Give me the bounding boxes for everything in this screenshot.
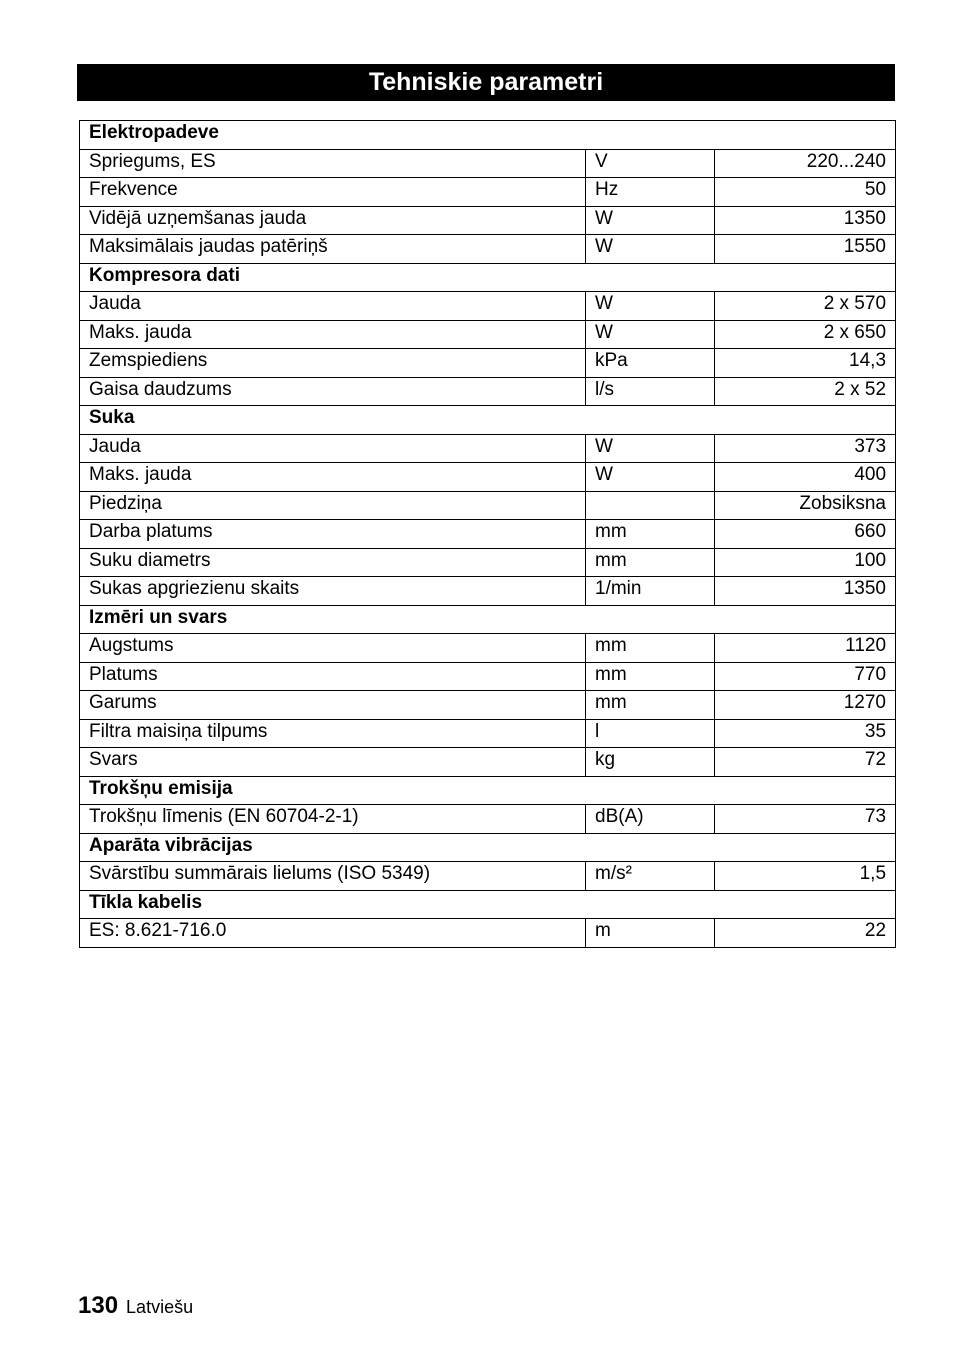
section-heading: Elektropadeve: [80, 121, 896, 150]
spec-label: Frekvence: [80, 178, 586, 207]
language-label: Latviešu: [126, 1297, 194, 1317]
table-row: [80, 149, 896, 178]
spec-unit: W: [586, 235, 715, 264]
table-row: [80, 463, 896, 492]
spec-value: 373: [715, 434, 896, 463]
table-row: [80, 634, 896, 663]
spec-label: ES: 8.621-716.0: [80, 919, 586, 948]
table-row: [80, 719, 896, 748]
spec-label: Garums: [80, 691, 586, 720]
spec-value: 2 x 52: [715, 377, 896, 406]
table-row: [80, 292, 896, 321]
spec-unit: [586, 491, 715, 520]
spec-value: 14,3: [715, 349, 896, 378]
section-header-row: [80, 263, 896, 292]
spec-value: 100: [715, 548, 896, 577]
spec-value: 22: [715, 919, 896, 948]
spec-value: 73: [715, 805, 896, 834]
section-heading: Izmēri un svars: [80, 605, 896, 634]
spec-label: Spriegums, ES: [80, 149, 586, 178]
spec-value: 220...240: [715, 149, 896, 178]
spec-value: 1120: [715, 634, 896, 663]
section-header-row: [80, 833, 896, 862]
spec-label: Piedziņa: [80, 491, 586, 520]
spec-label: Maksimālais jaudas patēriņš: [80, 235, 586, 264]
spec-value: 1550: [715, 235, 896, 264]
table-row: [80, 320, 896, 349]
spec-unit: l: [586, 719, 715, 748]
table-row: [80, 862, 896, 891]
spec-unit: mm: [586, 520, 715, 549]
table-row: [80, 548, 896, 577]
spec-label: Sukas apgriezienu skaits: [80, 577, 586, 606]
table-row: [80, 434, 896, 463]
page-number: 130: [78, 1292, 119, 1319]
spec-label: Svārstību summārais lielums (ISO 5349): [80, 862, 586, 891]
spec-unit: 1/min: [586, 577, 715, 606]
section-heading: Tīkla kabelis: [80, 890, 896, 919]
table-row: [80, 691, 896, 720]
table-row: [80, 577, 896, 606]
table-row: [80, 520, 896, 549]
table-row: [80, 349, 896, 378]
table-row: [80, 662, 896, 691]
spec-value: 50: [715, 178, 896, 207]
spec-label: Jauda: [80, 434, 586, 463]
table-row: [80, 491, 896, 520]
spec-unit: Hz: [586, 178, 715, 207]
spec-unit: mm: [586, 691, 715, 720]
section-header-row: [80, 406, 896, 435]
spec-label: Jauda: [80, 292, 586, 321]
section-header-row: [80, 121, 896, 150]
spec-unit: dB(A): [586, 805, 715, 834]
spec-label: Maks. jauda: [80, 463, 586, 492]
technical-specifications-table: [79, 120, 896, 948]
spec-unit: kg: [586, 748, 715, 777]
spec-label: Trokšņu līmenis (EN 60704-2-1): [80, 805, 586, 834]
spec-unit: l/s: [586, 377, 715, 406]
spec-label: Augstums: [80, 634, 586, 663]
table-row: [80, 178, 896, 207]
table-row: [80, 206, 896, 235]
spec-label: Filtra maisiņa tilpums: [80, 719, 586, 748]
spec-value: 1350: [715, 206, 896, 235]
section-heading: Aparāta vibrācijas: [80, 833, 896, 862]
table-row: [80, 377, 896, 406]
spec-label: Zemspiediens: [80, 349, 586, 378]
spec-value: 400: [715, 463, 896, 492]
spec-unit: W: [586, 463, 715, 492]
spec-unit: m: [586, 919, 715, 948]
spec-unit: W: [586, 206, 715, 235]
table-row: [80, 919, 896, 948]
table-row: [80, 748, 896, 777]
section-heading: Trokšņu emisija: [80, 776, 896, 805]
spec-value: 770: [715, 662, 896, 691]
spec-label: Vidējā uzņemšanas jauda: [80, 206, 586, 235]
section-heading: Suka: [80, 406, 896, 435]
spec-unit: m/s²: [586, 862, 715, 891]
spec-value: 1350: [715, 577, 896, 606]
table-row: [80, 805, 896, 834]
spec-label: Gaisa daudzums: [80, 377, 586, 406]
spec-value: 2 x 650: [715, 320, 896, 349]
spec-unit: W: [586, 292, 715, 321]
spec-unit: V: [586, 149, 715, 178]
spec-value: 1270: [715, 691, 896, 720]
spec-value: 1,5: [715, 862, 896, 891]
spec-unit: mm: [586, 662, 715, 691]
spec-unit: W: [586, 320, 715, 349]
section-header-row: [80, 605, 896, 634]
spec-unit: mm: [586, 548, 715, 577]
spec-label: Maks. jauda: [80, 320, 586, 349]
spec-value: 660: [715, 520, 896, 549]
spec-label: Platums: [80, 662, 586, 691]
spec-unit: mm: [586, 634, 715, 663]
spec-unit: W: [586, 434, 715, 463]
page-footer: [78, 1292, 193, 1320]
section-header-row: [80, 776, 896, 805]
spec-unit: kPa: [586, 349, 715, 378]
spec-label: Svars: [80, 748, 586, 777]
page-title: Tehniskie parametri: [368, 68, 604, 96]
spec-value: 2 x 570: [715, 292, 896, 321]
table-row: [80, 235, 896, 264]
page-title-bar: [77, 64, 895, 101]
spec-label: Darba platums: [80, 520, 586, 549]
section-header-row: [80, 890, 896, 919]
spec-table-body: [80, 121, 896, 948]
spec-value: Zobsiksna: [715, 491, 896, 520]
spec-value: 35: [715, 719, 896, 748]
spec-value: 72: [715, 748, 896, 777]
section-heading: Kompresora dati: [80, 263, 896, 292]
spec-label: Suku diametrs: [80, 548, 586, 577]
